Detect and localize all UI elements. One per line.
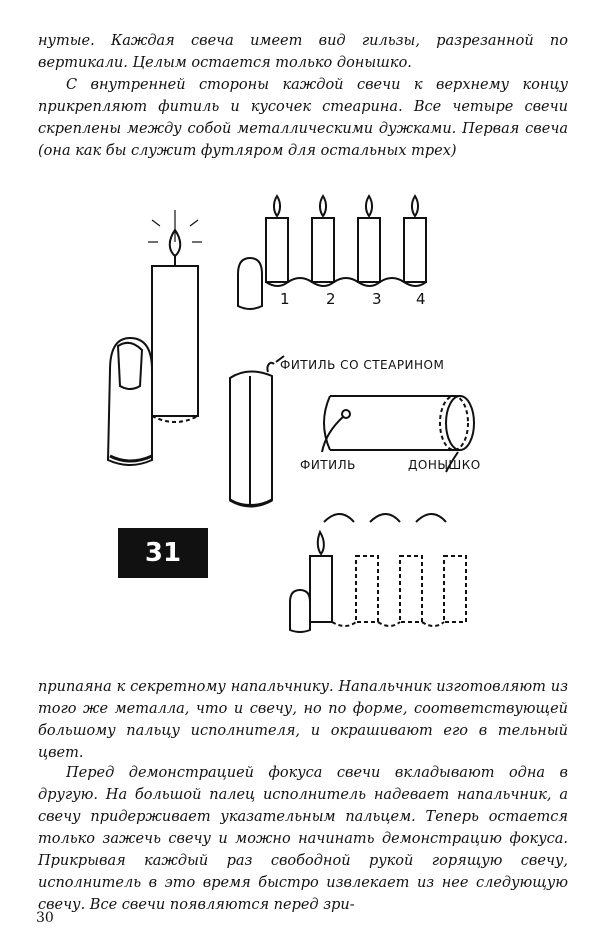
split-candle — [230, 356, 284, 506]
large-candle — [108, 210, 202, 465]
label-wick-stearin: ФИТИЛЬ СО СТЕАРИНОМ — [280, 358, 445, 372]
candle-number-2: 2 — [326, 290, 336, 308]
label-bottom: ДОНЫШКО — [408, 458, 481, 472]
figure-31-illustration — [90, 170, 580, 660]
page-number: 30 — [36, 910, 54, 926]
paragraph-2: С внутренней стороны каждой свечи к верхнему концу прикрепляют фитиль и кусочек стеарина. Все четыре свечи скреплены между собой металлическими дужками. Первая свеча (она как бы служит футляром для остальных трех) — [38, 77, 568, 159]
candle-sequence — [290, 514, 466, 632]
candle-drawing — [90, 170, 580, 660]
candle-number-1: 1 — [280, 290, 290, 308]
candle-number-3: 3 — [372, 290, 382, 308]
candle-number-4: 4 — [416, 290, 426, 308]
label-wick: ФИТИЛЬ — [300, 458, 356, 472]
paragraph-3: припаяна к секретному напальчнику. Напальчник изготовляют из того же металла, что и свечу, но по форме, соответствующей большому пальцу исполнителя, и окрашивают его в тельный цвет. — [38, 679, 568, 761]
paragraph-4: Перед демонстрацией фокуса свечи вкладывают одна в другую. На большой палец исполнитель надевает напальчник, а свечу придерживает указательным пальцем. Теперь остается только зажечь свечу и можно начинать демонстрацию фокуса. Прикрывая каждый раз свободной рукой горящую свечу, исполнитель в это время быстро извлекает из нее следующую свечу. Все свечи появляются перед зри- — [38, 765, 568, 913]
paragraph-1: нутые. Каждая свеча имеет вид гильзы, разрезанной по вертикали. Целым остается только донышко. — [38, 33, 568, 71]
figure-number-badge: 31 — [118, 528, 208, 578]
